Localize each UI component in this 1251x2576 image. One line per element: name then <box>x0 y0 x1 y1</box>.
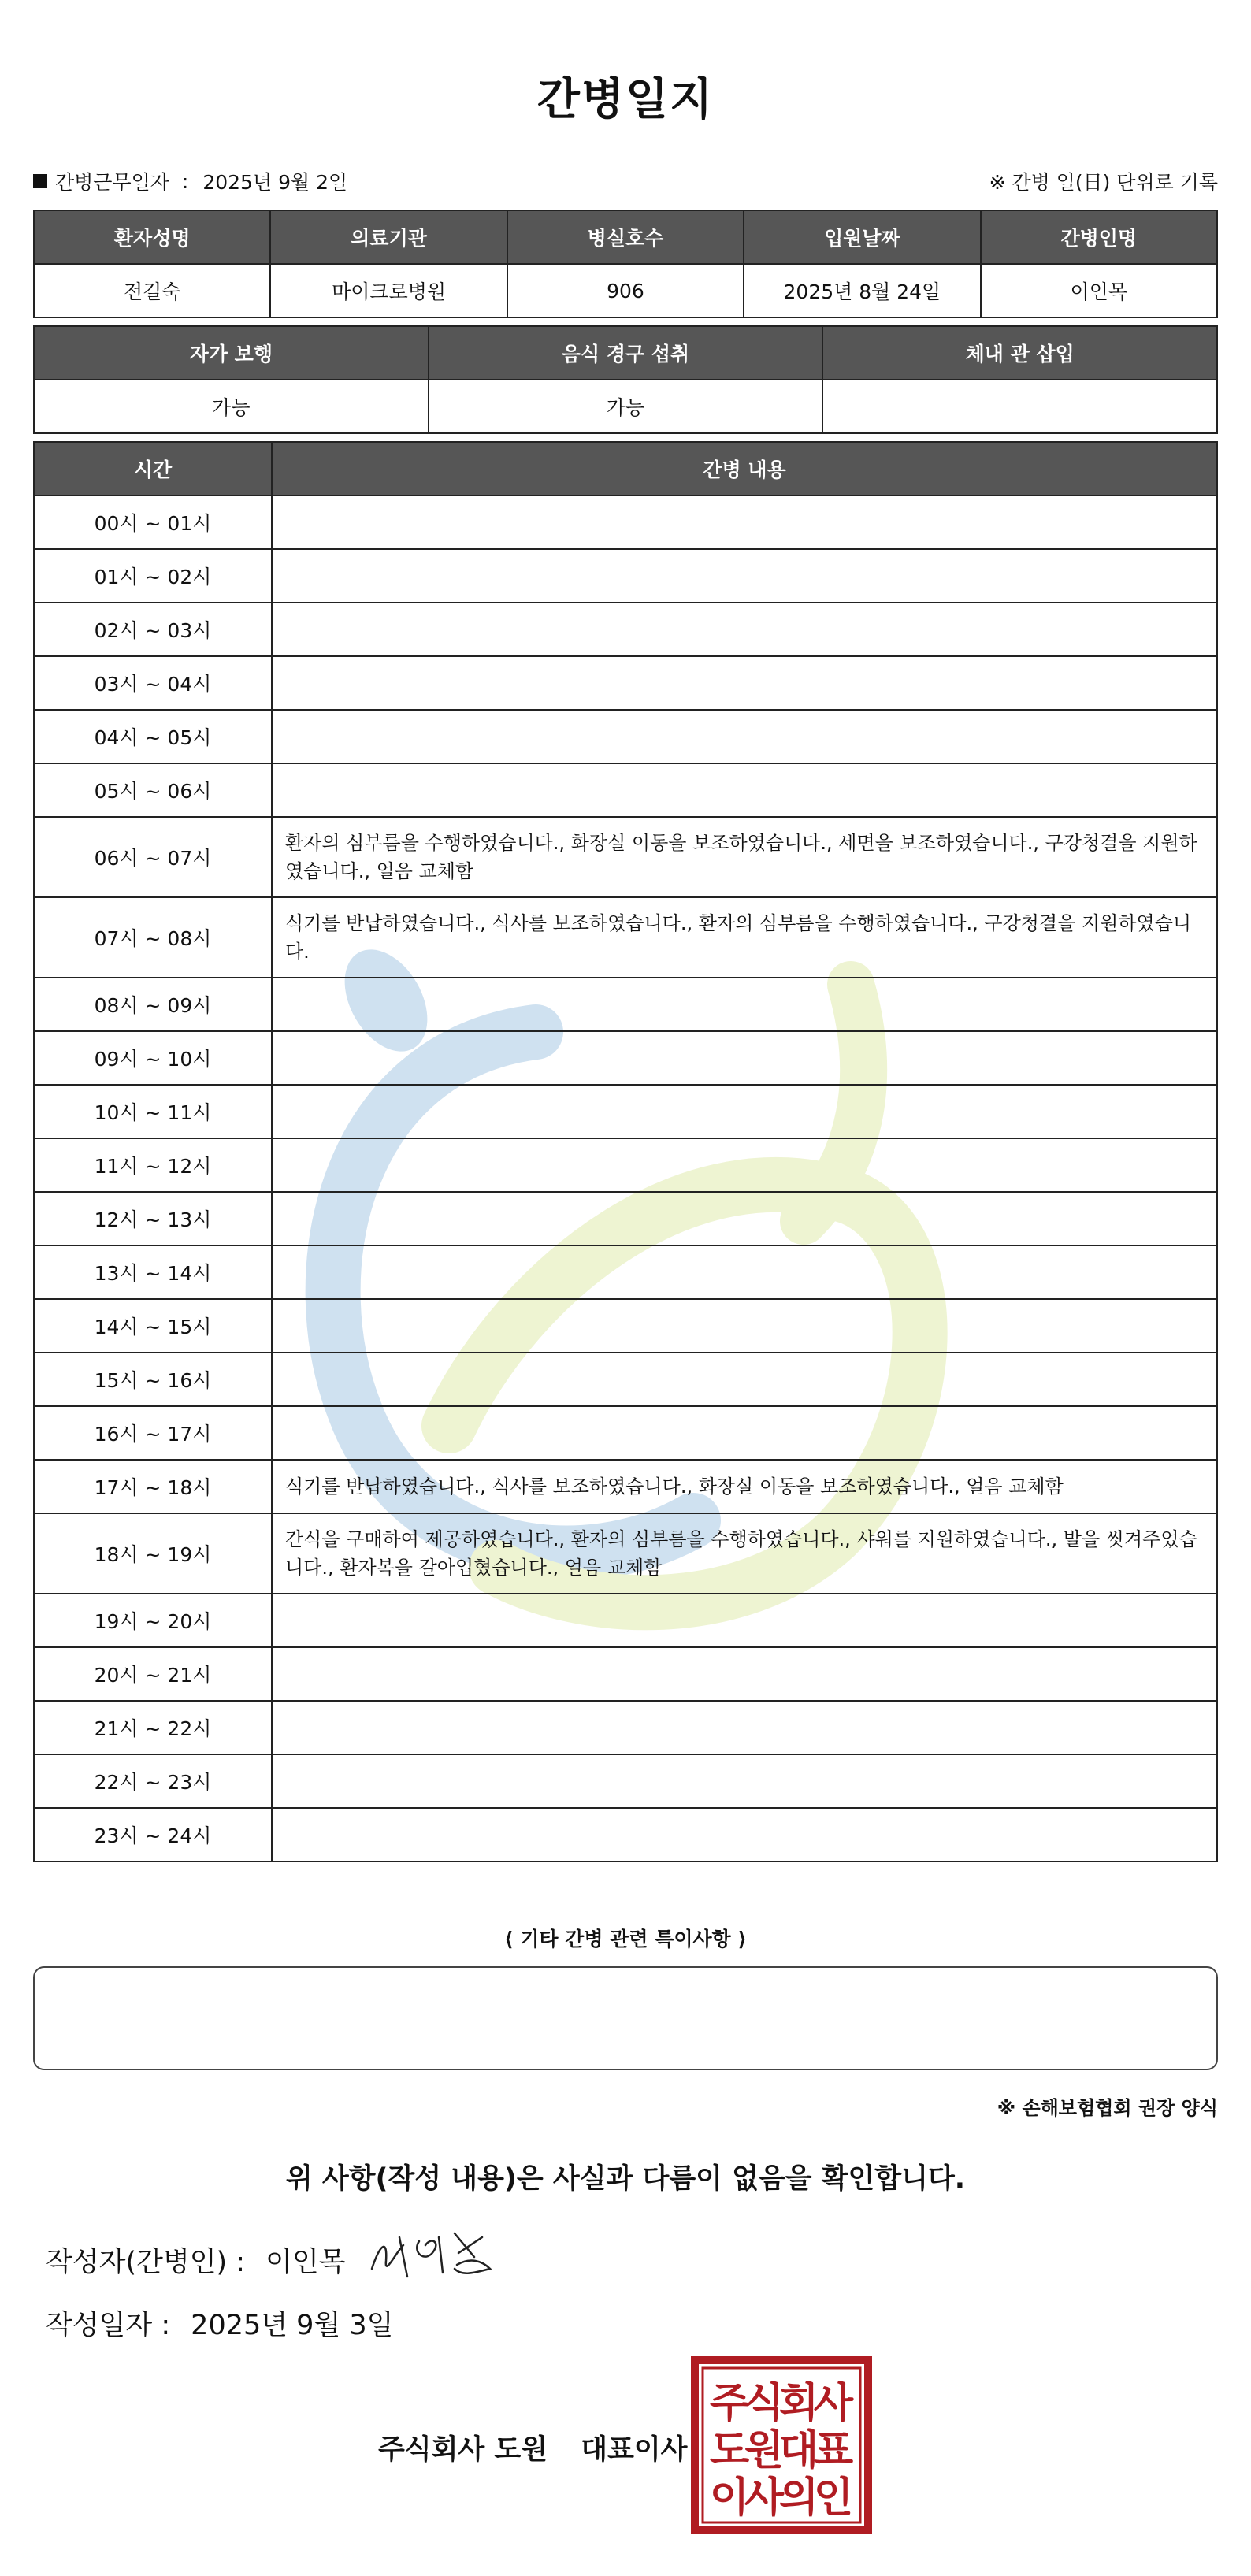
log-row-content[interactable] <box>272 1754 1217 1808</box>
patient-name: 전길숙 <box>34 264 270 317</box>
log-row-content[interactable] <box>272 1353 1217 1406</box>
log-row-content[interactable] <box>272 656 1217 710</box>
svg-text:원: 원 <box>744 2427 785 2474</box>
company-seal-stamp <box>690 2355 873 2535</box>
ability-value-row <box>34 380 1217 433</box>
log-row <box>34 710 1217 763</box>
header-room-number: 병실호수 <box>507 210 744 264</box>
header-tube-insertion: 체내 관 삽입 <box>822 326 1217 380</box>
log-row-time: 07시 ~ 08시 <box>34 897 272 978</box>
log-row-time: 19시 ~ 20시 <box>34 1594 272 1647</box>
svg-text:대: 대 <box>778 2427 819 2474</box>
log-row <box>34 1245 1217 1299</box>
header-time: 시간 <box>34 442 272 496</box>
log-row-time: 18시 ~ 19시 <box>34 1513 272 1594</box>
self-walking-value: 가능 <box>34 380 429 433</box>
log-row-content[interactable] <box>272 763 1217 817</box>
svg-text:주: 주 <box>709 2380 750 2427</box>
work-date-group <box>33 167 347 195</box>
header-patient-name: 환자성명 <box>34 210 270 264</box>
log-row-time: 06시 ~ 07시 <box>34 817 272 897</box>
log-row-time: 03시 ~ 04시 <box>34 656 272 710</box>
confirmation-statement: 위 사항(작성 내용)은 사실과 다름이 없음을 확인합니다. <box>285 2163 966 2195</box>
header-caregiver-name: 간병인명 <box>981 210 1217 264</box>
log-row-time: 12시 ~ 13시 <box>34 1192 272 1245</box>
ability-header-row <box>34 326 1217 380</box>
log-row <box>34 817 1217 897</box>
document-title: 간병일지 <box>536 74 715 125</box>
log-row <box>34 1138 1217 1192</box>
log-row-time: 10시 ~ 11시 <box>34 1085 272 1138</box>
written-date-line <box>46 2303 393 2343</box>
company-representative: 대표이사 <box>581 2434 688 2466</box>
log-row-content[interactable] <box>272 710 1217 763</box>
work-date-label: 간병근무일자 <box>55 171 169 194</box>
institution: 마이크로병원 <box>270 264 507 317</box>
header-care-content: 간병 내용 <box>272 442 1217 496</box>
svg-text:이: 이 <box>709 2474 750 2522</box>
log-row-content[interactable] <box>272 496 1217 549</box>
log-row <box>34 496 1217 549</box>
svg-text:도: 도 <box>709 2427 750 2474</box>
header-self-walking: 자가 보행 <box>34 326 429 380</box>
patient-value-row <box>34 264 1217 317</box>
log-row-time: 01시 ~ 02시 <box>34 549 272 603</box>
log-row-content[interactable] <box>272 1647 1217 1701</box>
log-row-time: 05시 ~ 06시 <box>34 763 272 817</box>
ability-table <box>33 325 1218 434</box>
log-row-content[interactable] <box>272 1299 1217 1353</box>
log-row <box>34 1192 1217 1245</box>
special-notes-label: ⟨ 기타 간병 관련 특이사항 ⟩ <box>504 1928 747 1951</box>
header-admission-date: 입원날짜 <box>744 210 980 264</box>
log-row-content[interactable] <box>272 1808 1217 1861</box>
header-institution: 의료기관 <box>270 210 507 264</box>
caregiver-name: 이인목 <box>981 264 1217 317</box>
log-row <box>34 1513 1217 1594</box>
writer-name: 이인목 <box>265 2247 346 2278</box>
log-row-content[interactable] <box>272 1138 1217 1192</box>
recommended-form-note: ※ 손해보험협회 권장 양식 <box>997 2097 1218 2119</box>
log-row <box>34 656 1217 710</box>
log-row-content[interactable] <box>272 978 1217 1031</box>
log-row <box>34 1647 1217 1701</box>
log-row-time: 00시 ~ 01시 <box>34 496 272 549</box>
log-row-content[interactable] <box>272 1245 1217 1299</box>
log-row <box>34 897 1217 978</box>
log-row <box>34 1353 1217 1406</box>
writer-line <box>46 2240 346 2280</box>
log-row-content[interactable]: 식기를 반납하였습니다., 식사를 보조하였습니다., 화장실 이동을 보조하였습니다., 얼음 교체함 <box>272 1460 1217 1513</box>
log-row <box>34 1031 1217 1085</box>
handwritten-signature <box>364 2222 506 2285</box>
written-date-label: 작성일자 : <box>46 2310 171 2341</box>
record-unit-note: ※ 간병 일(日) 단위로 기록 <box>989 171 1218 194</box>
log-row-time: 15시 ~ 16시 <box>34 1353 272 1406</box>
work-date-value: 2025년 9월 2일 <box>202 171 348 194</box>
log-row-time: 02시 ~ 03시 <box>34 603 272 656</box>
company-name: 주식회사 도원 <box>378 2434 548 2466</box>
written-date-value: 2025년 9월 3일 <box>191 2310 394 2341</box>
log-header-row <box>34 442 1217 496</box>
log-row <box>34 1406 1217 1460</box>
admission-date: 2025년 8월 24일 <box>744 264 980 317</box>
log-row-time: 09시 ~ 10시 <box>34 1031 272 1085</box>
work-date-colon: : <box>181 169 189 193</box>
log-row-content[interactable]: 환자의 심부름을 수행하였습니다., 화장실 이동을 보조하였습니다., 세면을 보조하였습니다., 구강청결을 지원하였습니다., 얼음 교체함 <box>272 817 1217 897</box>
svg-text:사: 사 <box>813 2380 854 2427</box>
log-row-time: 23시 ~ 24시 <box>34 1808 272 1861</box>
company-line <box>378 2428 687 2467</box>
log-row-time: 08시 ~ 09시 <box>34 978 272 1031</box>
log-row <box>34 978 1217 1031</box>
svg-text:인: 인 <box>813 2474 854 2522</box>
log-row-time: 11시 ~ 12시 <box>34 1138 272 1192</box>
oral-intake-value: 가능 <box>429 380 823 433</box>
log-row-content[interactable]: 간식을 구매하여 제공하였습니다., 환자의 심부름을 수행하였습니다., 샤워를 지원하였습니다., 발을 씻겨주었습니다., 환자복을 갈아입혔습니다., 얼음 교체함 <box>272 1513 1217 1594</box>
svg-text:회: 회 <box>778 2380 819 2427</box>
svg-text:사: 사 <box>744 2474 785 2522</box>
log-row-content[interactable] <box>272 1031 1217 1085</box>
log-row <box>34 549 1217 603</box>
log-row-time: 17시 ~ 18시 <box>34 1460 272 1513</box>
log-row-time: 14시 ~ 15시 <box>34 1299 272 1353</box>
svg-text:의: 의 <box>778 2474 819 2522</box>
log-row <box>34 1754 1217 1808</box>
log-row <box>34 1594 1217 1647</box>
log-row-time: 13시 ~ 14시 <box>34 1245 272 1299</box>
log-row-content[interactable] <box>272 1406 1217 1460</box>
log-row-time: 04시 ~ 05시 <box>34 710 272 763</box>
log-row <box>34 1299 1217 1353</box>
log-row <box>34 763 1217 817</box>
square-bullet-icon <box>33 174 47 188</box>
tube-insertion-value <box>822 380 1217 433</box>
log-row-content[interactable] <box>272 603 1217 656</box>
log-row-content[interactable] <box>272 549 1217 603</box>
svg-text:표: 표 <box>813 2427 854 2474</box>
log-row <box>34 603 1217 656</box>
log-row <box>34 1460 1217 1513</box>
log-row-time: 21시 ~ 22시 <box>34 1701 272 1754</box>
log-row <box>34 1085 1217 1138</box>
special-notes-box[interactable] <box>33 1966 1218 2070</box>
log-row <box>34 1701 1217 1754</box>
log-row-time: 22시 ~ 23시 <box>34 1754 272 1808</box>
log-row-content[interactable] <box>272 1701 1217 1754</box>
log-row-time: 16시 ~ 17시 <box>34 1406 272 1460</box>
header-oral-intake: 음식 경구 섭취 <box>429 326 823 380</box>
patient-info-table <box>33 210 1218 318</box>
log-row-content[interactable] <box>272 1085 1217 1138</box>
log-row <box>34 1808 1217 1861</box>
meta-row <box>33 167 1218 199</box>
log-row-time: 20시 ~ 21시 <box>34 1647 272 1701</box>
log-row-content[interactable] <box>272 1192 1217 1245</box>
writer-label: 작성자(간병인) : <box>46 2247 246 2278</box>
patient-header-row <box>34 210 1217 264</box>
log-row-content[interactable] <box>272 1594 1217 1647</box>
care-log-table <box>33 441 1218 1862</box>
svg-text:식: 식 <box>744 2380 785 2427</box>
log-row-content[interactable]: 식기를 반납하였습니다., 식사를 보조하였습니다., 환자의 심부름을 수행하였습니다., 구강청결을 지원하였습니다. <box>272 897 1217 978</box>
room-number: 906 <box>507 264 744 317</box>
